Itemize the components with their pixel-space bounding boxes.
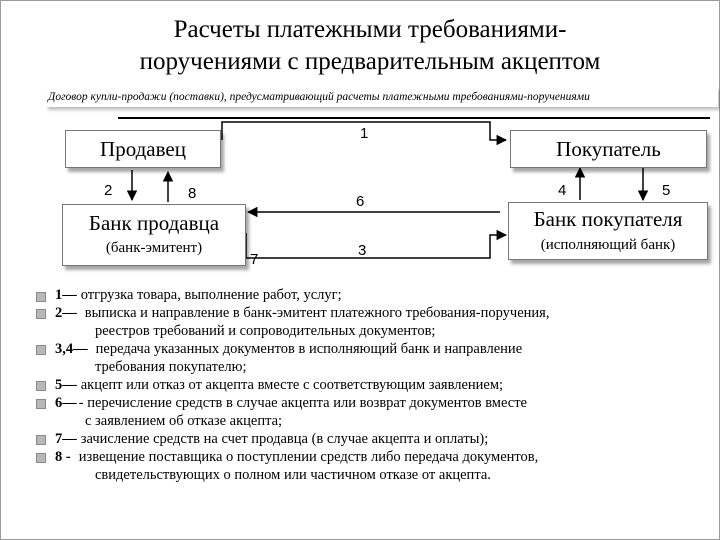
legend-key: 5— (55, 377, 77, 393)
legend-item (55, 376, 698, 394)
bullet-5 (36, 399, 46, 409)
buyer-bank-box (508, 202, 708, 260)
legend-continuation: требования покупателю; (95, 359, 247, 375)
legend-item (55, 304, 698, 322)
legend-text: отгрузка товара, выполнение работ, услуг; (80, 287, 342, 303)
seller-bank-note: (банк-эмитент) (105, 240, 203, 256)
buyer-bank-note: (исполняющий банк) (540, 237, 676, 253)
legend (55, 286, 698, 484)
legend-item (55, 340, 698, 358)
title-line-2: поручениями с предварительным акцептом (139, 48, 601, 75)
legend-key: 7— (55, 431, 77, 447)
buyer-bank-label: Банк покупателя (533, 207, 683, 231)
legend-key: 1— (55, 287, 77, 303)
legend-item (55, 394, 698, 412)
arrow-label-4: 4 (558, 182, 567, 199)
bullet-6 (36, 435, 46, 445)
bullet-4 (36, 381, 46, 391)
title-line-1: Расчеты платежными требованиями- (173, 16, 567, 43)
arrow-label-2: 2 (104, 182, 113, 199)
arrow-label-3: 3 (358, 242, 367, 259)
legend-item (55, 286, 698, 304)
contract-caption: Договор купли-продажи (поставки), предусматривающий расчеты платежными требованиями-поручениями (46, 87, 718, 107)
arrow-label-6: 6 (356, 193, 365, 210)
bullet-2 (36, 309, 46, 319)
buyer-label: Покупатель (556, 137, 661, 161)
legend-text: передача указанных документов в исполняющий банк и направление (95, 341, 523, 357)
legend-continuation: реестров требований и сопроводительных документов; (95, 323, 436, 339)
legend-text: зачисление средств на счет продавца (в случае акцепта и оплаты); (80, 431, 489, 447)
arrow-label-5: 5 (662, 182, 671, 199)
legend-key: 2— (55, 305, 77, 321)
legend-key: 3,4— (55, 341, 88, 357)
arrow-label-1: 1 (360, 125, 369, 142)
legend-text: выписка и направление в банк-эмитент платежного требования-поручения, (84, 305, 550, 321)
legend-text: - перечисление средств в случае акцепта или возврат документов вместе (78, 395, 527, 411)
legend-continuation: с заявлением об отказе акцепта; (85, 413, 283, 429)
legend-key: 6— (55, 395, 77, 411)
seller-label: Продавец (100, 137, 186, 161)
legend-text: акцепт или отказ от акцепта вместе с соответствующим заявлением; (80, 377, 504, 393)
legend-item (55, 448, 698, 466)
seller-bank-label: Банк продавца (88, 211, 220, 235)
bullet-7 (36, 453, 46, 463)
legend-text: извещение поставщика о поступлении средств либо передача документов, (78, 449, 539, 465)
bullet-1 (36, 292, 46, 302)
arrow-label-8: 8 (188, 185, 197, 202)
legend-item (55, 430, 698, 448)
seller-box (65, 130, 221, 168)
legend-key: 8 - (55, 449, 71, 465)
buyer-box (510, 130, 707, 168)
bullet-3 (36, 345, 46, 355)
arrow-3 (246, 233, 506, 258)
seller-bank-box (62, 204, 246, 266)
arrow-label-7: 7 (250, 251, 259, 268)
legend-continuation: свидетельствующих о полном или частичном отказе от акцепта. (95, 467, 491, 483)
